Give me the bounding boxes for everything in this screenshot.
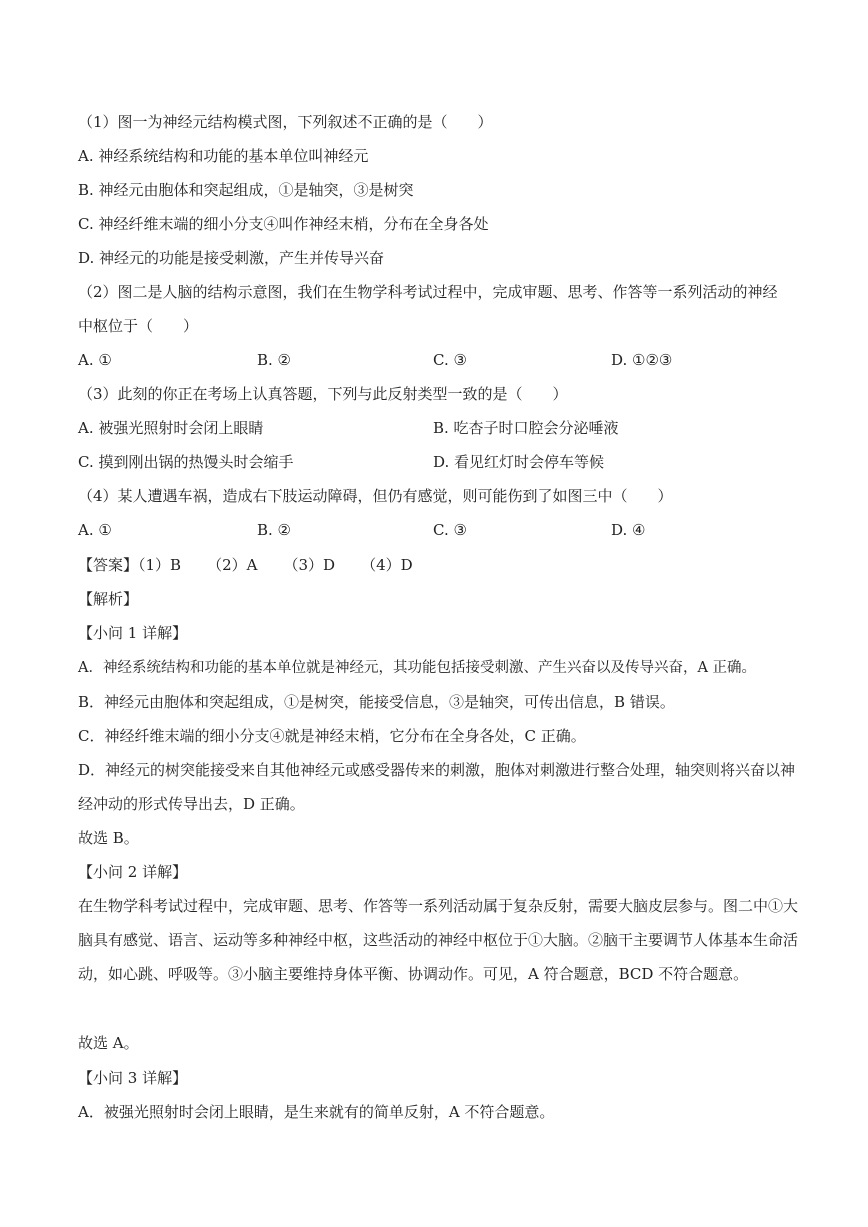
q4-option-c: C. ③ bbox=[433, 521, 467, 539]
answer-item-2: （2）A bbox=[207, 556, 258, 574]
answer-item-1: （1）B bbox=[138, 556, 182, 574]
q3-option-d: D. 看见红灯时会停车等候 bbox=[433, 453, 605, 471]
sub1-line-c: C．神经纤维末端的细小分支④就是神经末梢，它分布在全身各处，C 正确。 bbox=[78, 727, 586, 745]
analysis-label: 【解析】 bbox=[78, 590, 139, 608]
q2-option-b: B. ② bbox=[257, 351, 292, 369]
sub1-line-b: B．神经元由胞体和突起组成，①是树突，能接受信息，③是轴突，可传出信息，B 错误。 bbox=[78, 693, 675, 711]
sub3-header: 【小问 3 详解】 bbox=[78, 1069, 188, 1087]
q2-stem-line2: 中枢位于（ ） bbox=[78, 317, 199, 335]
answer-row bbox=[78, 555, 413, 575]
sub3-line-a: A．被强光照射时会闭上眼睛，是生来就有的简单反射，A 不符合题意。 bbox=[78, 1103, 555, 1121]
q1-option-a: A. 神经系统结构和功能的基本单位叫神经元 bbox=[78, 147, 369, 165]
q3-stem: （3）此刻的你正在考场上认真答题，下列与此反射类型一致的是（ ） bbox=[78, 385, 568, 403]
sub1-conclusion: 故选 B。 bbox=[78, 829, 139, 847]
sub1-header: 【小问 1 详解】 bbox=[78, 624, 188, 642]
q4-option-a: A. ① bbox=[78, 521, 112, 539]
q3-option-b: B. 吃杏子时口腔会分泌唾液 bbox=[433, 419, 619, 437]
sub2-paragraph: 在生物学科考试过程中，完成审题、思考、作答等一系列活动属于复杂反射，需要大脑皮层参与。图二中①大脑具有感觉、语言、运动等多种神经中枢，这些活动的神经中枢位于①大脑。②脑干主要调节人体基本生命活动，如心跳、呼吸等。③小脑主要维持身体平衡、协调动作。可见，A 符合题意，BCD 不符合题意。 bbox=[78, 897, 799, 983]
q4-stem: （4）某人遭遇车祸，造成右下肢运动障碍，但仍有感觉，则可能伤到了如图三中（ ） bbox=[78, 487, 673, 505]
answer-label: 【答案】 bbox=[78, 556, 139, 574]
q1-option-c: C. 神经纤维末端的细小分支④叫作神经末梢，分布在全身各处 bbox=[78, 215, 489, 233]
sub1-line-d: D．神经元的树突能接受来自其他神经元或感受器传来的刺激，胞体对刺激进行整合处理，轴突则将兴奋以神经冲动的形式传导出去，D 正确。 bbox=[78, 761, 796, 813]
q1-stem: （1）图一为神经元结构模式图，下列叙述不正确的是（ ） bbox=[78, 113, 493, 131]
q1-option-d: D. 神经元的功能是接受刺激，产生并传导兴奋 bbox=[78, 249, 385, 267]
sub2-header: 【小问 2 详解】 bbox=[78, 863, 188, 881]
q2-option-a: A. ① bbox=[78, 351, 112, 369]
answer-item-4: （4）D bbox=[361, 556, 413, 574]
q3-option-a: A. 被强光照射时会闭上眼睛 bbox=[78, 419, 264, 437]
q3-option-c: C. 摸到刚出锅的热馒头时会缩手 bbox=[78, 453, 294, 471]
q2-stem-line1: （2）图二是人脑的结构示意图，我们在生物学科考试过程中，完成审题、思考、作答等一系列活动的神经 bbox=[78, 283, 778, 301]
q4-option-d: D. ④ bbox=[611, 521, 646, 539]
answer-item-3: （3）D bbox=[283, 556, 336, 574]
q2-option-c: C. ③ bbox=[433, 351, 467, 369]
sub1-line-a: A．神经系统结构和功能的基本单位就是神经元，其功能包括接受刺激、产生兴奋以及传导兴奋，A 正确。 bbox=[78, 660, 757, 676]
q1-option-b: B. 神经元由胞体和突起组成，①是轴突，③是树突 bbox=[78, 181, 414, 199]
q4-option-b: B. ② bbox=[257, 521, 292, 539]
sub2-conclusion: 故选 A。 bbox=[78, 1034, 139, 1052]
q2-option-d: D. ①②③ bbox=[611, 351, 673, 369]
